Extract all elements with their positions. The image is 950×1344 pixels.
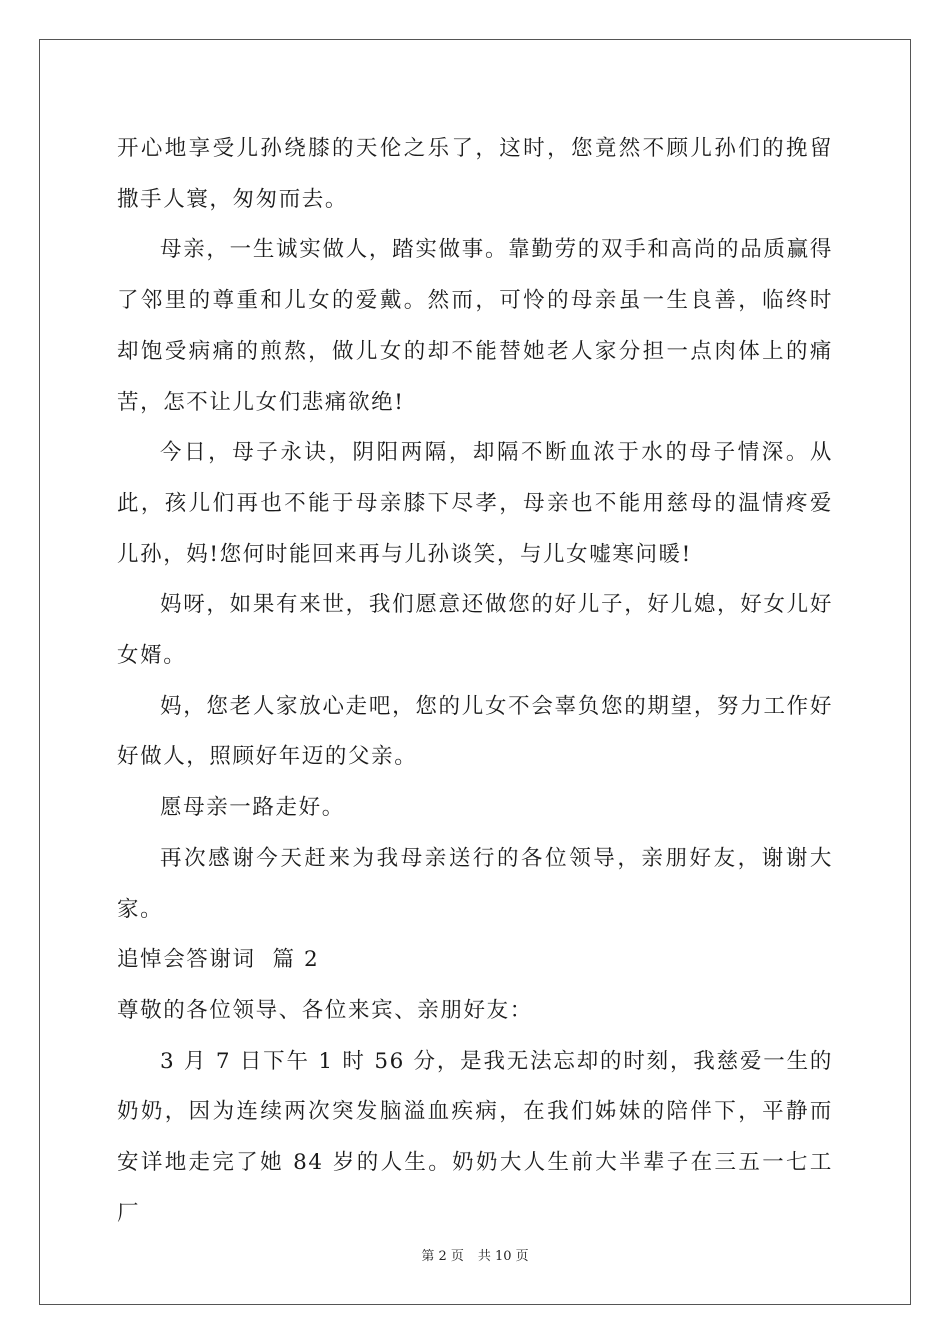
paragraph-4: 妈呀，如果有来世，我们愿意还做您的好儿子，好儿媳，好女儿好女婿。 — [117, 592, 833, 669]
paragraph-7: 再次感谢今天赶来为我母亲送行的各位领导，亲朋好友，谢谢大家。 — [117, 845, 833, 922]
page-number: 第 2 页 — [421, 1249, 464, 1264]
document-body — [117, 124, 833, 1239]
page-total: 共 10 页 — [477, 1249, 529, 1264]
paragraph-6: 愿母亲一路走好。 — [160, 795, 345, 821]
paragraph-5: 妈，您老人家放心走吧，您的儿女不会辜负您的期望，努力工作好好做人，照顾好年迈的父亲。 — [117, 693, 833, 770]
paragraph-8: 3 月 7 日下午 1 时 56 分，是我无法忘却的时刻，我慈爱一生的奶奶，因为连续两次突发脑溢血疾病，在我们姊妹的陪伴下，平静而安详地走完了她 84 岁的人生。奶奶大人生前大半辈子在三五一七工厂 — [117, 1048, 833, 1226]
salutation: 尊敬的各位领导、各位来宾、亲朋好友： — [117, 997, 533, 1023]
paragraph-2: 母亲，一生诚实做人，踏实做事。靠勤劳的双手和高尚的品质赢得了邻里的尊重和儿女的爱戴。然而，可怜的母亲虽一生良善，临终时却饱受病痛的煎熬，做儿女的却不能替她老人家分担一点肉体上的痛苦，怎不让儿女们悲痛欲绝! — [117, 237, 833, 415]
section-heading: 追悼会答谢词 篇 2 — [117, 947, 320, 973]
paragraph-1: 开心地享受儿孙绕膝的天伦之乐了，这时，您竟然不顾儿孙们的挽留撒手人寰，匆匆而去。 — [117, 136, 833, 212]
page-footer — [0, 1247, 950, 1267]
paragraph-3: 今日，母子永诀，阴阳两隔，却隔不断血浓于水的母子情深。从此，孩儿们再也不能于母亲膝下尽孝，母亲也不能用慈母的温情疼爱儿孙，妈!您何时能回来再与儿孙谈笑，与儿女嘘寒问暖! — [117, 440, 833, 567]
